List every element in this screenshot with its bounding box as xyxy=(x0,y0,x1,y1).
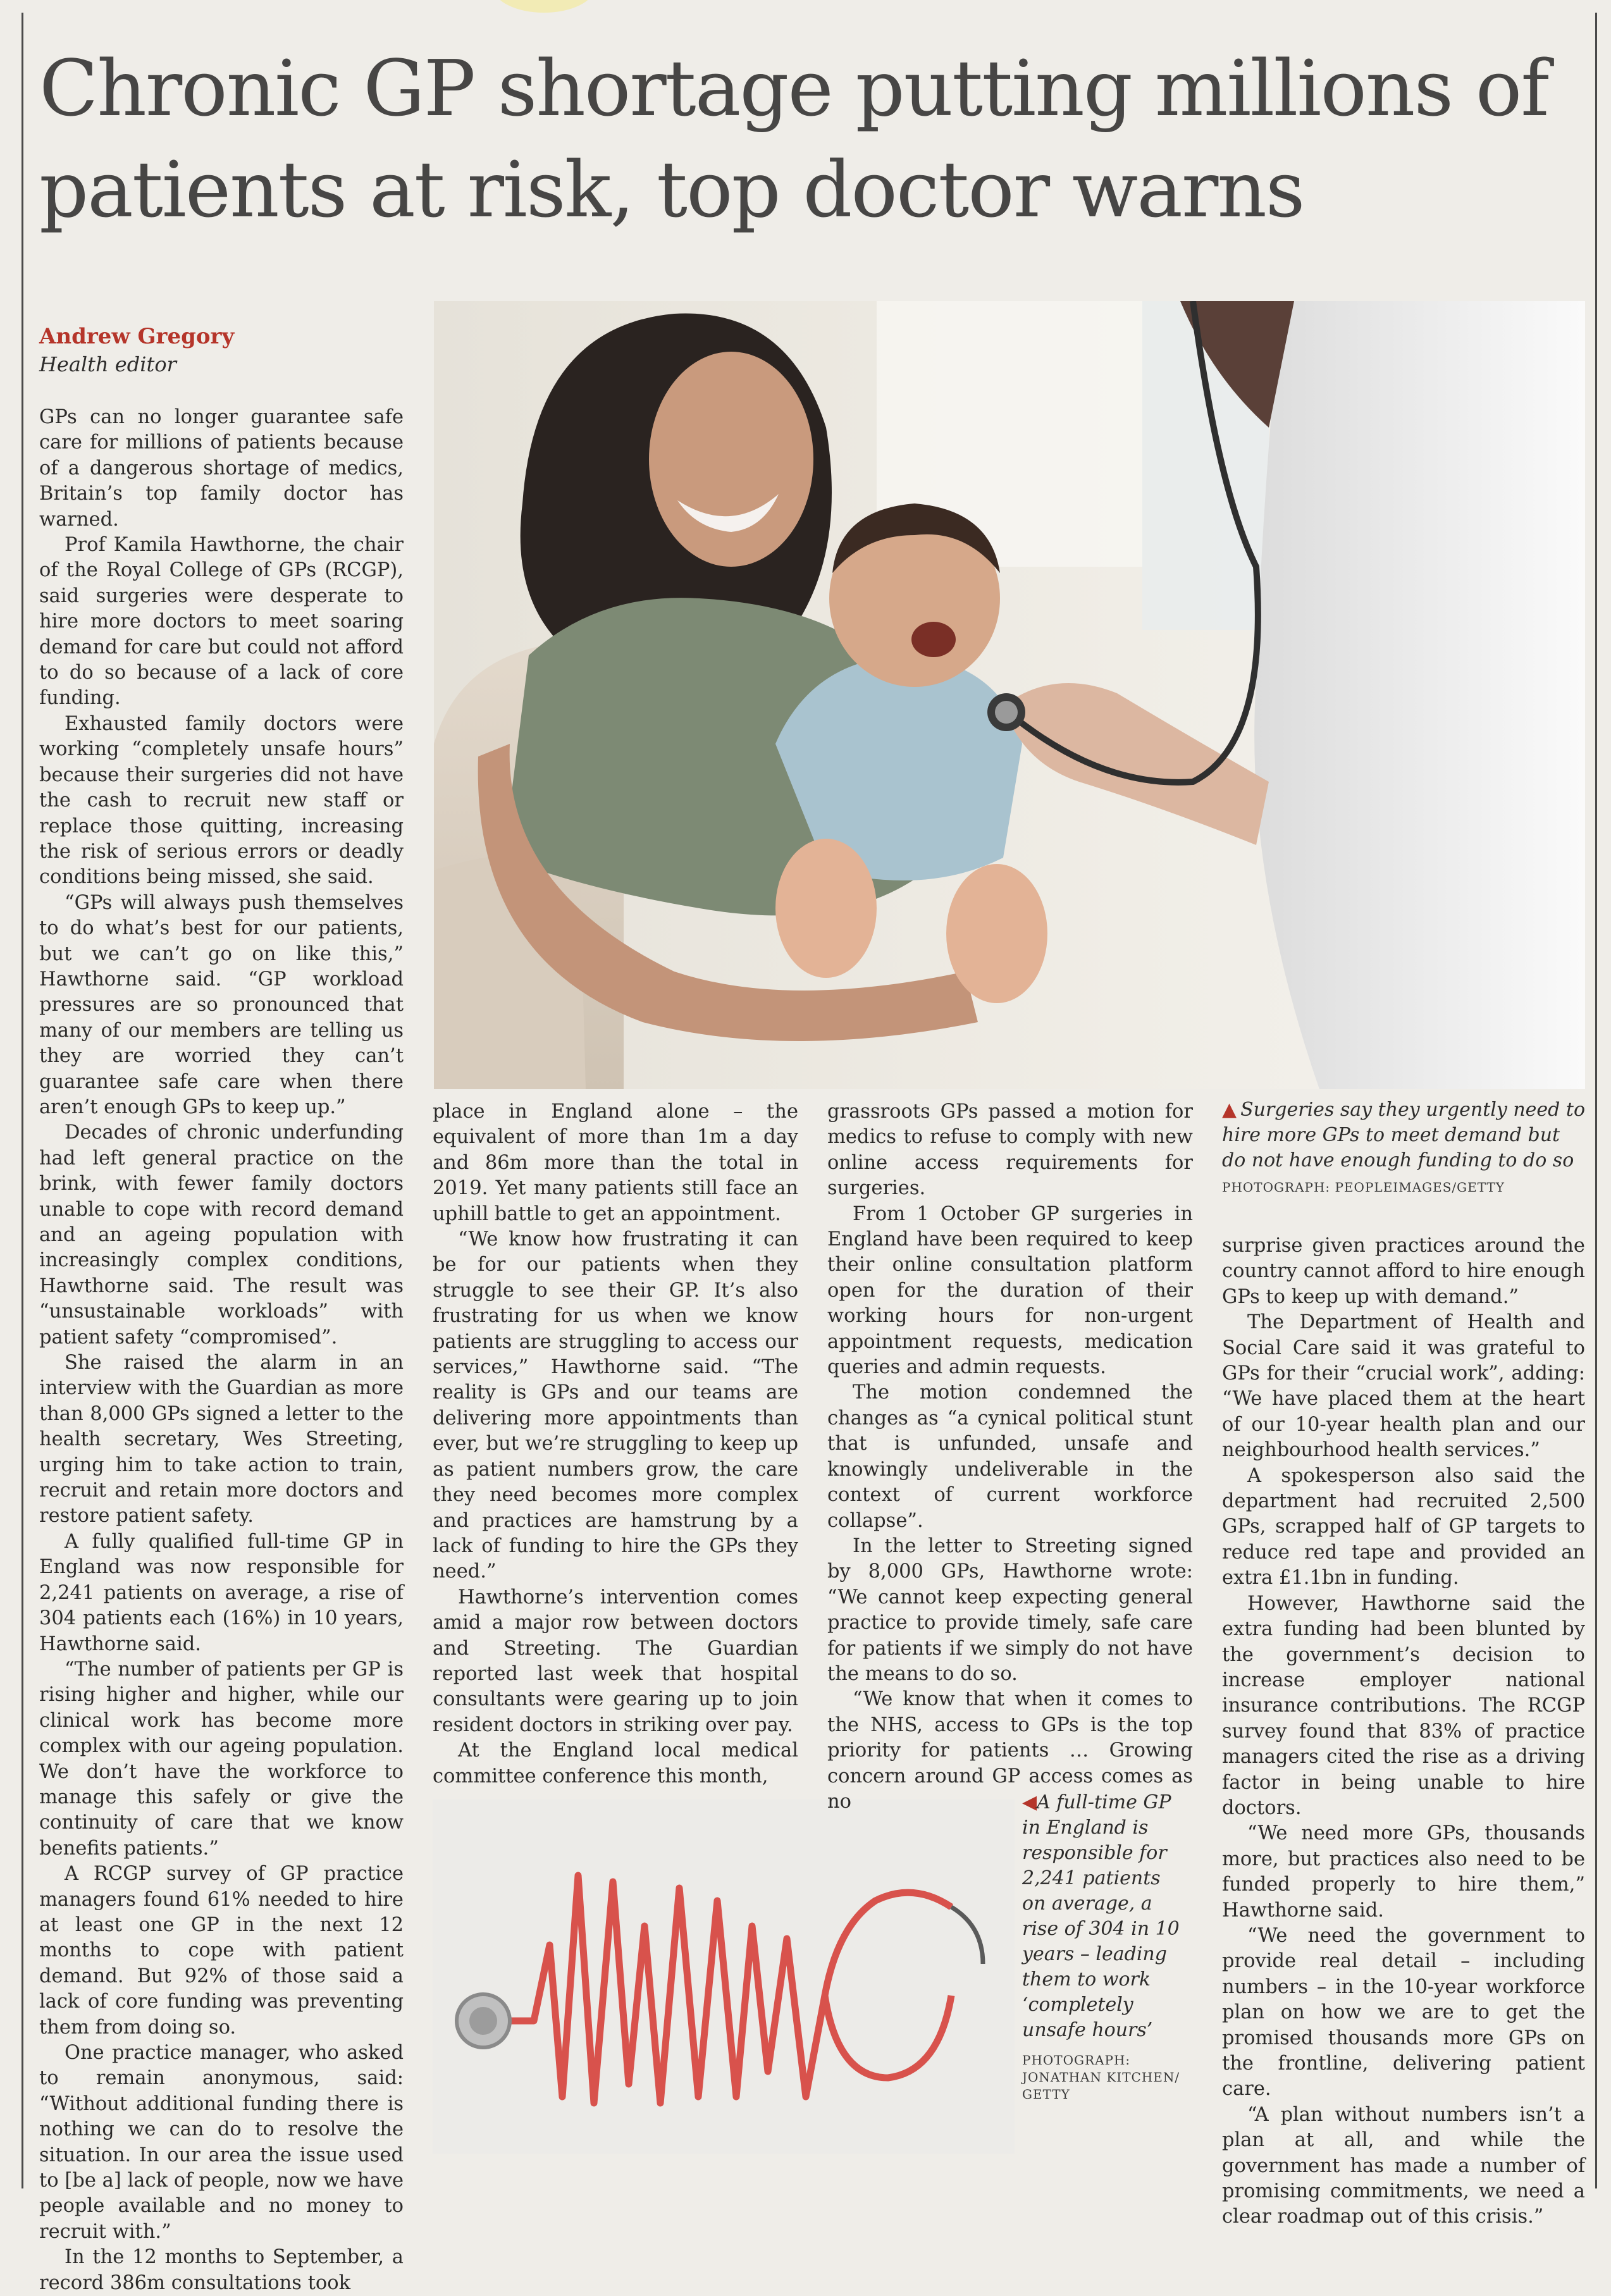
caption-triangle-up-icon: ▲ xyxy=(1222,1099,1237,1121)
paragraph: “A plan without numbers isn’t a plan at all, and while the government has made a number of promising commitments, we need a clear roadmap out of this crisis.” xyxy=(1222,2103,1585,2228)
paragraph: From 1 October GP surgeries in England have been required to keep their online consultation platform open for the duration of their working hours for non-urgent appointment requests, medication queries and admin requests. xyxy=(827,1202,1193,1379)
paragraph: grassroots GPs passed a motion for medics to refuse to comply with new online access requirements for surgeries. xyxy=(827,1101,1193,1200)
page-rule-right xyxy=(1595,13,1597,2188)
paragraph: GPs can no longer guarantee safe care for millions of patients because of a dangerous shortage of medics, Britain’s top family doctor has warned. xyxy=(39,406,404,531)
paragraph: At the England local medical committee conference this month, xyxy=(433,1739,798,1787)
paragraph: One practice manager, who asked to remain anonymous, said: “Without additional funding there is nothing we can do to resolve the situation. In our area the issue used to [be a] lack of people, now we have people available and no money to recruit with.” xyxy=(39,2042,404,2243)
paragraph: surprise given practices around the country cannot afford to hire enough GPs to keep up with demand.” xyxy=(1222,1235,1585,1308)
steth-photo-credit: PHOTOGRAPH: JONATHAN KITCHEN/ GETTY xyxy=(1022,2052,1180,2102)
page-rule-left xyxy=(22,13,23,2188)
paragraph: place in England alone – the equivalent of more than 1m a day and 86m more than the total in 2019. Yet many patients still face an uphill battle to get an appointment. xyxy=(433,1101,798,1225)
body-column-1 xyxy=(39,405,404,2296)
caption-triangle-left-icon: ◀ xyxy=(1022,1791,1037,1813)
paragraph: “We know that when it comes to the NHS, access to GPs is the top priority for patients … Growing concern around GP access comes as no xyxy=(827,1688,1193,1813)
main-caption-text: Surgeries say they urgently need to hire more GPs to meet demand but do not have enough funding to do so xyxy=(1222,1099,1586,1171)
paragraph: “GPs will always push themselves to do what’s best for our patients, but we can’t go on like this,” Hawthorne said. “GP workload pressures are so pronounced that many of our members are telling us they are worried they can’t guarantee safe care when there aren’t enough GPs to keep up.” xyxy=(39,891,404,1118)
body-column-4 xyxy=(1222,1233,1585,2230)
paragraph: The Department of Health and Social Care said it was grateful to GPs for their “crucial work”, adding: “We have placed them at the heart of our 10-year health plan and our neighbourhood health services.” xyxy=(1222,1311,1585,1462)
body-column-2 xyxy=(433,1099,798,1789)
print-smudge xyxy=(493,0,595,13)
paragraph: “We need more GPs, thousands more, but practices also need to be funded properly to hire them,” Hawthorne said. xyxy=(1222,1822,1585,1922)
steth-caption-text: A full-time GP in England is responsible for 2,241 patients on average, a rise of 304 in 10 years – leading them to work ‘completely unsafe hours’ xyxy=(1022,1791,1180,2041)
paragraph: However, Hawthorne said the extra funding had been blunted by the government’s decision to increase employer national insurance contributions. The RCGP survey found that 83% of practice managers cited the rise as a driving factor in being unable to hire doctors. xyxy=(1222,1592,1585,1819)
paragraph: A spokesperson also said the department had recruited 2,500 GPs, scrapped half of GP targets to reduce red tape and provided an extra £1.1bn in funding. xyxy=(1222,1464,1585,1589)
paragraph: “We need the government to provide real detail – including numbers – in the 10-year workforce plan on how we are to get the promised thousands more GPs on the frontline, delivering patient care. xyxy=(1222,1924,1585,2101)
paragraph: “The number of patients per GP is rising higher and higher, while our clinical work has become more complex with our ageing population. We don’t have the workforce to manage this safely or give the continuity of care that we know benefits patients.” xyxy=(39,1658,404,1860)
mother-baby-doctor-illustration xyxy=(434,301,1585,1089)
author-name: Andrew Gregory xyxy=(39,324,235,349)
paragraph: In the letter to Streeting signed by 8,000 GPs, Hawthorne wrote: “We cannot keep expecting general practice to provide timely, safe care for patients if we simply do not have the means to do so. xyxy=(827,1534,1193,1685)
paragraph: The motion condemned the changes as “a cynical political stunt that is unfunded, unsafe and knowingly undeliverable in the context of current workforce collapse”. xyxy=(827,1381,1193,1532)
paragraph: A fully qualified full-time GP in England was now responsible for 2,241 patients on average, a rise of 304 patients each (16%) in 10 years, Hawthorne said. xyxy=(39,1530,404,1655)
author-role: Health editor xyxy=(39,352,176,376)
paragraph: In the 12 months to September, a record 386m consultations took xyxy=(39,2246,404,2294)
paragraph: Prof Kamila Hawthorne, the chair of the Royal College of GPs (RCGP), said surgeries were desperate to hire more doctors to meet soaring demand for care but could not afford to do so because of a lack of core funding. xyxy=(39,534,404,710)
byline xyxy=(39,323,234,378)
paragraph: Exhausted family doctors were working “completely unsafe hours” because their surgeries did not have the cash to recruit new staff or replace those quitting, increasing the risk of serious errors or deadly conditions being missed, she said. xyxy=(39,712,404,889)
main-photo-credit: PHOTOGRAPH: PEOPLEIMAGES/GETTY xyxy=(1222,1180,1505,1195)
paragraph: A RCGP survey of GP practice managers found 61% needed to hire at least one GP in the next 12 months to cope with patient demand. But 92% of those said a lack of core funding was preventing them from doing so. xyxy=(39,1863,404,2039)
main-photo-caption xyxy=(1222,1097,1589,1195)
paragraph: She raised the alarm in an interview with the Guardian as more than 8,000 GPs signed a letter to the health secretary, Wes Streeting, urging him to take action to train, recruit and retain more doctors and restore patient safety. xyxy=(39,1352,404,1528)
stethoscope-heartbeat-illustration xyxy=(433,1799,1015,2154)
body-column-3 xyxy=(827,1099,1193,1815)
main-photograph xyxy=(434,301,1585,1089)
paragraph: Hawthorne’s intervention comes amid a major row between doctors and Streeting. The Guardian reported last week that hospital consultants were gearing up to join resident doctors in striking over pay. xyxy=(433,1586,798,1736)
stethoscope-photo-caption xyxy=(1022,1790,1190,2103)
paragraph: “We know how frustrating it can be for our patients when they struggle to see their GP. It’s also frustrating for us when we know patients are struggling to access our services,” Hawthorne said. “The reality is GPs and our teams are delivering more appointments than ever, but we’re struggling to keep up as patient numbers grow, the care they need becomes more complex and practices are hamstrung by a lack of funding to hire the GPs they need.” xyxy=(433,1228,798,1583)
stethoscope-photograph xyxy=(433,1799,1015,2154)
headline: Chronic GP shortage putting millions of patients at risk, top doctor warns xyxy=(39,44,1548,235)
paragraph: Decades of chronic underfunding had left general practice on the brink, with fewer family doctors unable to cope with record demand and an ageing population with increasingly complex conditions, Hawthorne said. The result was “unsustainable workloads” with patient safety “compromised”. xyxy=(39,1121,404,1349)
